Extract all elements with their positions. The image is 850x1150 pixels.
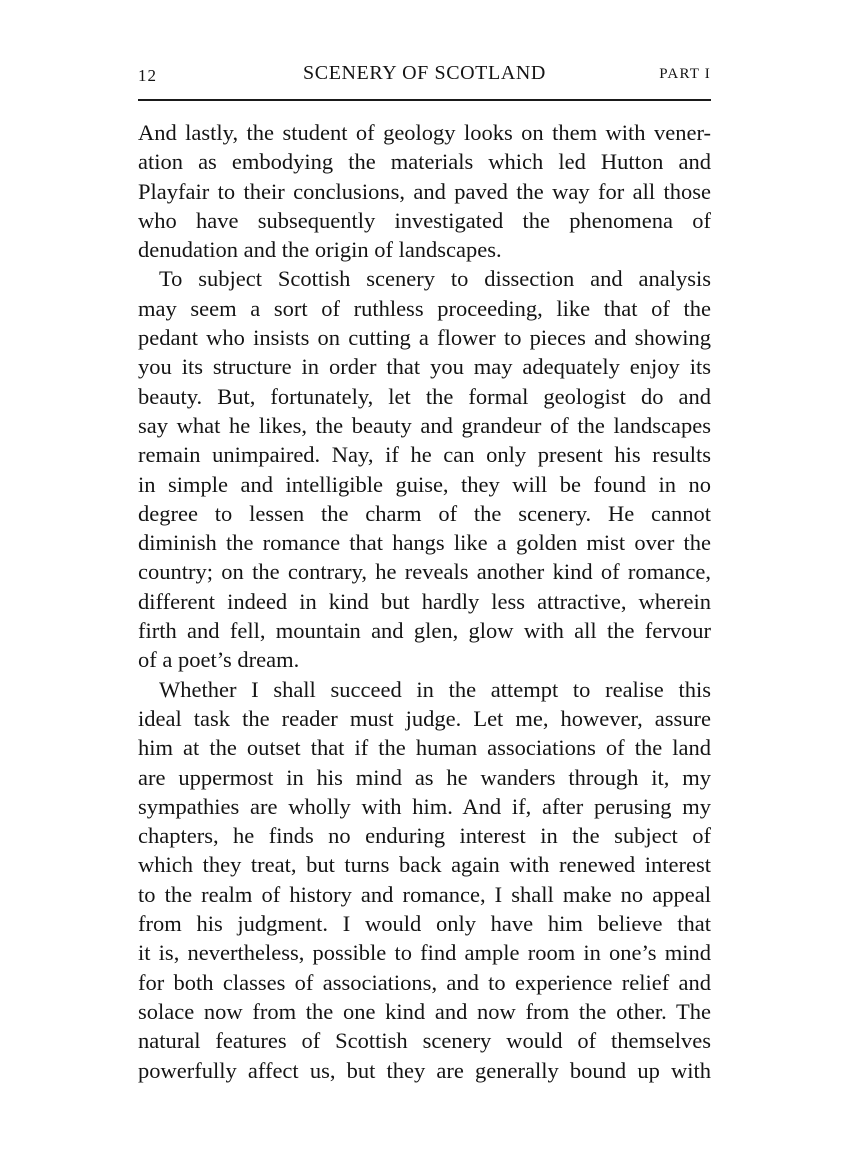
text-line: country; on the contrary, he reveals another kind of romance, bbox=[138, 559, 711, 585]
text-line: remain unimpaired. Nay, if he can only present his results bbox=[138, 442, 711, 468]
text-line: sympathies are wholly with him. And if, after perusing my bbox=[138, 793, 711, 819]
text-line: Whether I shall succeed in the attempt to realise this bbox=[159, 676, 711, 702]
header-rule bbox=[138, 99, 711, 101]
text-line: it is, nevertheless, possible to find ample room in one’s mind bbox=[138, 940, 711, 966]
text-line: from his judgment. I would only have him believe that bbox=[138, 911, 711, 937]
text-line: powerfully affect us, but they are generally bound up with bbox=[138, 1057, 711, 1083]
text-line: say what he likes, the beauty and grandeur of the landscapes bbox=[138, 412, 711, 438]
text-line: To subject Scottish scenery to dissection and analysis bbox=[159, 266, 711, 292]
text-line: to the realm of history and romance, I shall make no appeal bbox=[138, 881, 711, 907]
text-line: denudation and the origin of landscapes. bbox=[138, 237, 502, 263]
text-line: may seem a sort of ruthless proceeding, like that of the bbox=[138, 295, 711, 321]
page-number: 12 bbox=[138, 66, 157, 85]
text-line: ideal task the reader must judge. Let me, however, assure bbox=[138, 705, 711, 731]
text-line: Playfair to their conclusions, and paved the way for all those bbox=[138, 178, 711, 204]
part-label: PART I bbox=[659, 66, 711, 82]
text-line: of a poet’s dream. bbox=[138, 647, 300, 673]
text-line: ation as embodying the materials which led Hutton and bbox=[138, 149, 711, 175]
text-line: pedant who insists on cutting a flower to pieces and showing bbox=[138, 325, 711, 351]
text-line: firth and fell, mountain and glen, glow with all the fervour bbox=[138, 618, 711, 644]
text-line: which they treat, but turns back again with renewed interest bbox=[138, 852, 711, 878]
text-line: him at the outset that if the human associations of the land bbox=[138, 735, 711, 761]
text-line: degree to lessen the charm of the scenery. He cannot bbox=[138, 500, 711, 526]
text-line: who have subsequently investigated the phenomena of bbox=[138, 207, 711, 233]
text-line: for both classes of associations, and to experience relief and bbox=[138, 969, 711, 995]
text-line: solace now from the one kind and now from the other. The bbox=[138, 998, 711, 1024]
text-line: you its structure in order that you may adequately enjoy its bbox=[138, 354, 711, 380]
text-line: diminish the romance that hangs like a golden mist over the bbox=[138, 530, 711, 556]
text-line: And lastly, the student of geology looks on them with vener- bbox=[138, 120, 711, 145]
text-line: natural features of Scottish scenery would of themselves bbox=[138, 1028, 711, 1054]
text-line: different indeed in kind but hardly less attractive, wherein bbox=[138, 588, 711, 614]
text-line: in simple and intelligible guise, they will be found in no bbox=[138, 471, 711, 497]
text-line: are uppermost in his mind as he wanders through it, my bbox=[138, 764, 711, 790]
body-text bbox=[138, 118, 711, 1085]
running-title: SCENERY OF SCOTLAND bbox=[303, 62, 546, 84]
text-line: chapters, he finds no enduring interest in the subject of bbox=[138, 823, 711, 849]
text-line: beauty. But, fortunately, let the formal geologist do and bbox=[138, 383, 711, 409]
running-header bbox=[138, 62, 711, 88]
